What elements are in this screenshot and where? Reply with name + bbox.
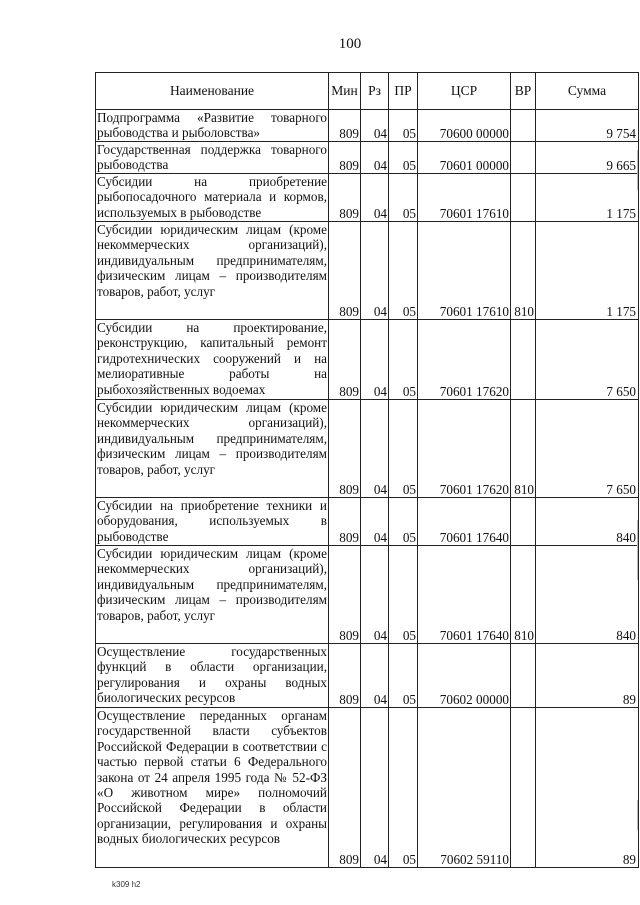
header-rz: Рз xyxy=(361,73,389,110)
row-min: 809 xyxy=(329,222,361,320)
row-min: 809 xyxy=(329,110,361,142)
row-vr: 810 xyxy=(511,546,536,644)
budget-table-container xyxy=(95,72,638,868)
document-code: k309 h2 xyxy=(112,880,141,889)
header-pr: ПР xyxy=(389,73,418,110)
row-name: Государственная поддержка товарного рыбоводства xyxy=(97,142,327,173)
row-pr: 05 xyxy=(389,110,418,142)
row-csr: 70602 00000 xyxy=(418,644,511,708)
row-csr: 70601 17620 xyxy=(418,400,511,498)
header-vr: ВР xyxy=(511,73,536,110)
row-pr: 05 xyxy=(389,142,418,174)
row-rz: 04 xyxy=(361,110,389,142)
row-min: 809 xyxy=(329,498,361,546)
row-rz: 04 xyxy=(361,644,389,708)
row-rz: 04 xyxy=(361,546,389,644)
row-rz: 04 xyxy=(361,498,389,546)
row-sum: 9 754 xyxy=(536,110,639,142)
row-pr: 05 xyxy=(389,400,418,498)
row-min: 809 xyxy=(329,142,361,174)
row-vr: 810 xyxy=(511,222,536,320)
table-row xyxy=(96,174,639,222)
row-rz: 04 xyxy=(361,708,389,868)
row-vr xyxy=(511,320,536,400)
row-name: Субсидии юридическим лицам (кроме некоммерческих организаций), индивидуальным предпринимателям, физическим лицам – производителям товаров, работ, услуг xyxy=(96,400,329,498)
header-csr: ЦСР xyxy=(418,73,511,110)
table-header-row xyxy=(96,73,639,110)
row-min: 809 xyxy=(329,546,361,644)
row-sum: 89 xyxy=(536,708,639,868)
row-pr: 05 xyxy=(389,644,418,708)
row-sum: 1 175 xyxy=(536,174,639,222)
row-sum: 89 xyxy=(536,644,639,708)
row-pr: 05 xyxy=(389,320,418,400)
table-row xyxy=(96,498,639,546)
row-csr: 70601 17610 xyxy=(418,222,511,320)
scan-edge-line xyxy=(637,150,638,190)
row-sum: 7 650 xyxy=(536,320,639,400)
row-csr: 70601 17620 xyxy=(418,320,511,400)
row-vr: 810 xyxy=(511,400,536,498)
row-csr: 70602 59110 xyxy=(418,708,511,868)
table-row xyxy=(96,644,639,708)
row-vr xyxy=(511,498,536,546)
row-vr xyxy=(511,644,536,708)
table-row xyxy=(96,708,639,868)
row-rz: 04 xyxy=(361,174,389,222)
header-sum: Сумма xyxy=(536,73,639,110)
table-row xyxy=(96,400,639,498)
row-rz: 04 xyxy=(361,320,389,400)
row-sum: 1 175 xyxy=(536,222,639,320)
header-min: Мин xyxy=(329,73,361,110)
row-sum: 9 665 xyxy=(536,142,639,174)
row-vr xyxy=(511,708,536,868)
row-name: Осуществление государственных функций в области организации, регулирования и охраны водных биологических ресурсов xyxy=(96,644,329,708)
table-row xyxy=(96,110,639,142)
row-csr: 70601 17610 xyxy=(418,174,511,222)
row-rz: 04 xyxy=(361,142,389,174)
row-name: Подпрограмма «Развитие товарного рыбоводства и рыболовства» xyxy=(97,110,327,141)
row-min: 809 xyxy=(329,708,361,868)
scan-edge-line xyxy=(637,800,638,830)
page-number: 100 xyxy=(338,36,362,52)
row-name: Субсидии на приобретение техники и оборудования, используемых в рыбоводстве xyxy=(97,498,327,544)
row-vr xyxy=(511,110,536,142)
table-row xyxy=(96,546,639,644)
row-name: Осуществление переданных органам государственной власти субъектов Российской Федерации в соответствии с частью первой статьи 6 Федерального закона от 24 апреля 1995 года № 52-ФЗ «О животном мире» полномочий Российской Федерации в области организации, регулирования и охраны водных биологических ресурсов xyxy=(96,708,329,868)
row-sum: 840 xyxy=(536,498,639,546)
row-min: 809 xyxy=(329,174,361,222)
row-min: 809 xyxy=(329,320,361,400)
row-name: Субсидии на проектирование, реконструкцию, капитальный ремонт гидротехнических сооружений и на мелиоративные работы на рыбохозяйственных водоемах xyxy=(96,320,329,400)
row-pr: 05 xyxy=(389,174,418,222)
row-csr: 70600 00000 xyxy=(418,110,511,142)
row-min: 809 xyxy=(329,644,361,708)
row-pr: 05 xyxy=(389,708,418,868)
row-csr: 70601 17640 xyxy=(418,498,511,546)
row-name: Субсидии на приобретение рыбопосадочного материала и кормов, используемых в рыбоводстве xyxy=(97,174,327,220)
row-sum: 7 650 xyxy=(536,400,639,498)
row-csr: 70601 17640 xyxy=(418,546,511,644)
table-row xyxy=(96,320,639,400)
row-pr: 05 xyxy=(389,546,418,644)
row-name: Субсидии юридическим лицам (кроме некоммерческих организаций), индивидуальным предпринимателям, физическим лицам – производителям товаров, работ, услуг xyxy=(96,546,329,644)
row-name: Субсидии юридическим лицам (кроме некоммерческих организаций), индивидуальным предпринимателям, физическим лицам – производителям товаров, работ, услуг xyxy=(96,222,329,320)
row-min: 809 xyxy=(329,400,361,498)
table-row xyxy=(96,142,639,174)
scan-edge-line xyxy=(637,520,638,580)
row-pr: 05 xyxy=(389,222,418,320)
row-pr: 05 xyxy=(389,498,418,546)
budget-table xyxy=(95,72,639,868)
row-vr xyxy=(511,142,536,174)
header-name: Наименование xyxy=(96,73,329,110)
row-vr xyxy=(511,174,536,222)
row-csr: 70601 00000 xyxy=(418,142,511,174)
row-rz: 04 xyxy=(361,400,389,498)
row-rz: 04 xyxy=(361,222,389,320)
table-row xyxy=(96,222,639,320)
row-sum: 840 xyxy=(536,546,639,644)
